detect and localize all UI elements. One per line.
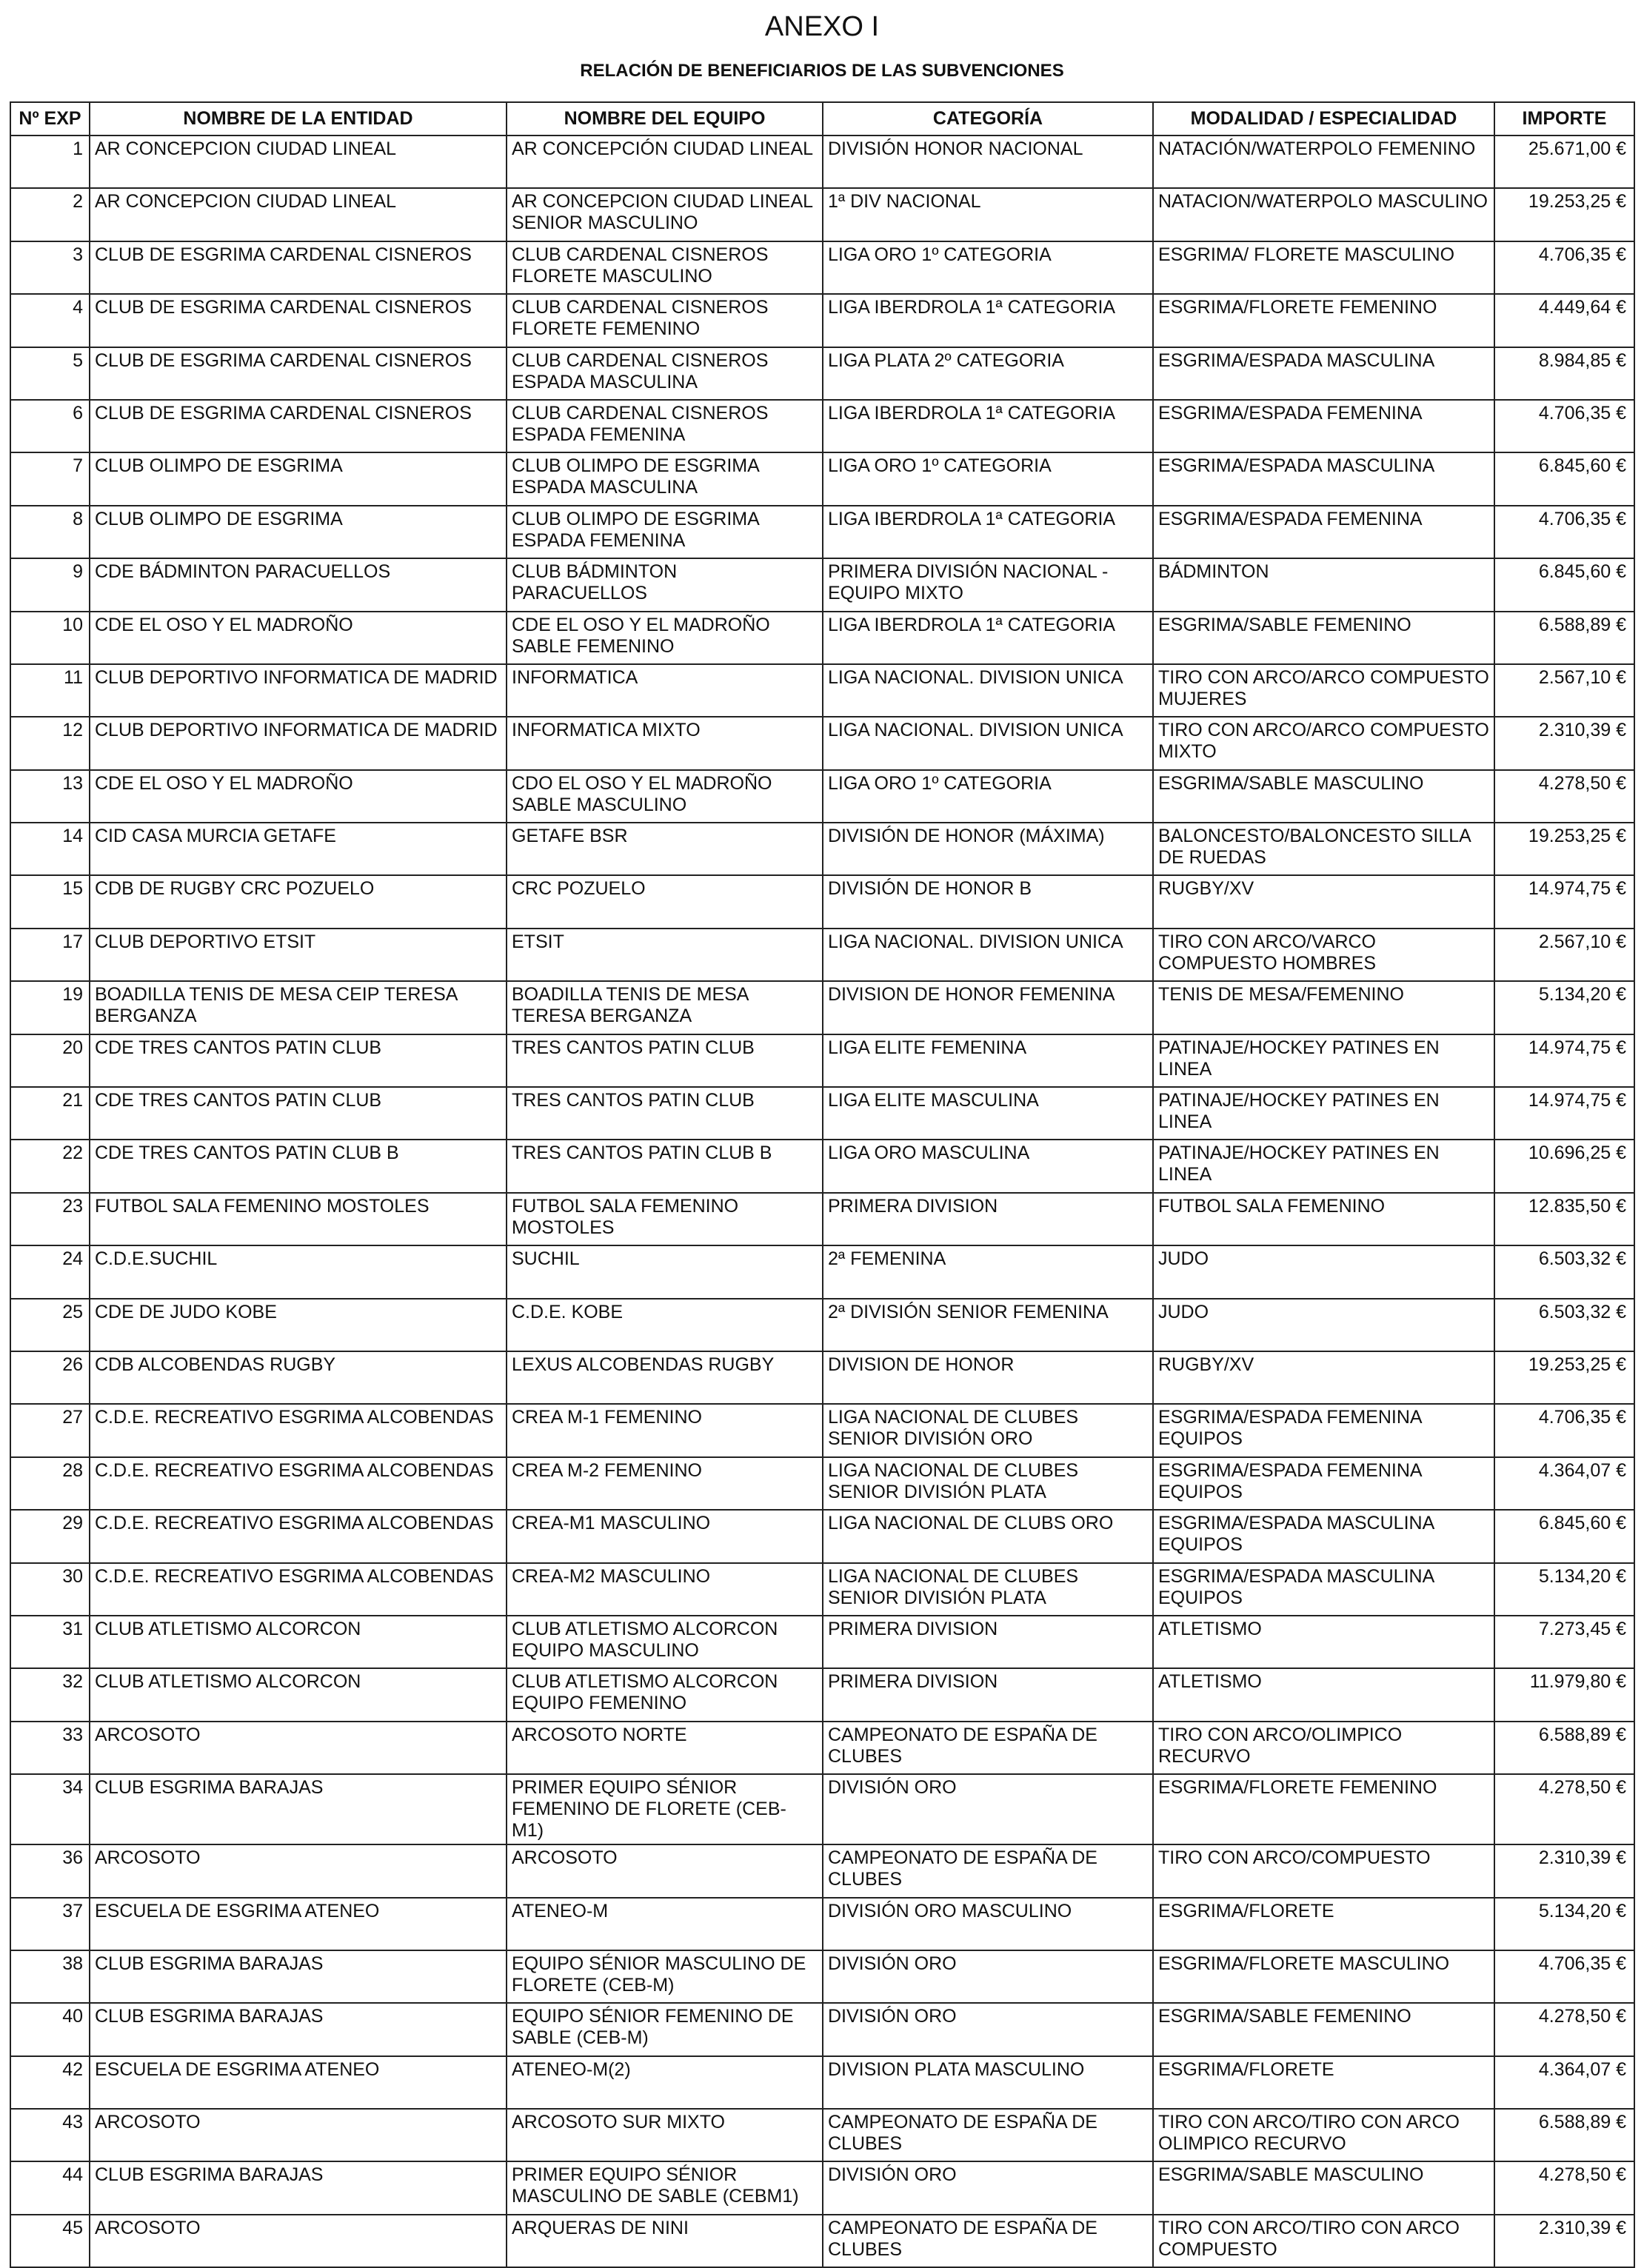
table-row bbox=[10, 1299, 1634, 1351]
entity-name-cell: AR CONCEPCION CIUDAD LINEAL bbox=[90, 136, 507, 188]
modality-cell: ESGRIMA/ESPADA MASCULINA bbox=[1153, 452, 1494, 505]
category-cell: DIVISIÓN ORO bbox=[823, 2161, 1153, 2214]
table-row bbox=[10, 1245, 1634, 1298]
team-name-cell: CREA-M2 MASCULINO bbox=[507, 1563, 823, 1616]
modality-cell: BALONCESTO/BALONCESTO SILLA DE RUEDAS bbox=[1153, 823, 1494, 875]
exp-number-cell: 43 bbox=[10, 2109, 90, 2161]
entity-name-cell: ARCOSOTO bbox=[90, 2215, 507, 2267]
exp-number-cell: 21 bbox=[10, 1087, 90, 1140]
team-name-cell: CLUB BÁDMINTON PARACUELLOS bbox=[507, 558, 823, 611]
exp-number-cell: 9 bbox=[10, 558, 90, 611]
team-name-cell: CLUB ATLETISMO ALCORCON EQUIPO MASCULINO bbox=[507, 1616, 823, 1668]
exp-number-cell: 19 bbox=[10, 981, 90, 1034]
table-row bbox=[10, 136, 1634, 188]
amount-cell: 6.845,60 € bbox=[1494, 558, 1634, 611]
exp-number-cell: 30 bbox=[10, 1563, 90, 1616]
table-row bbox=[10, 1510, 1634, 1562]
team-name-cell: TRES CANTOS PATIN CLUB bbox=[507, 1034, 823, 1087]
category-cell: LIGA NACIONAL. DIVISION UNICA bbox=[823, 929, 1153, 981]
team-name-cell: TRES CANTOS PATIN CLUB B bbox=[507, 1140, 823, 1192]
amount-cell: 6.588,89 € bbox=[1494, 612, 1634, 664]
modality-cell: ESGRIMA/FLORETE FEMENINO bbox=[1153, 1774, 1494, 1844]
amount-cell: 19.253,25 € bbox=[1494, 1351, 1634, 1404]
team-name-cell: ARQUERAS DE NINI bbox=[507, 2215, 823, 2267]
modality-cell: ESGRIMA/ESPADA MASCULINA bbox=[1153, 347, 1494, 400]
entity-name-cell: CLUB OLIMPO DE ESGRIMA bbox=[90, 452, 507, 505]
amount-cell: 2.310,39 € bbox=[1494, 2215, 1634, 2267]
modality-cell: ESGRIMA/SABLE MASCULINO bbox=[1153, 2161, 1494, 2214]
exp-number-cell: 29 bbox=[10, 1510, 90, 1562]
team-name-cell: CLUB CARDENAL CISNEROS ESPADA FEMENINA bbox=[507, 400, 823, 452]
modality-cell: TIRO CON ARCO/COMPUESTO bbox=[1153, 1844, 1494, 1897]
category-cell: LIGA PLATA 2º CATEGORIA bbox=[823, 347, 1153, 400]
exp-number-cell: 3 bbox=[10, 241, 90, 294]
team-name-cell: CLUB ATLETISMO ALCORCON EQUIPO FEMENINO bbox=[507, 1668, 823, 1721]
amount-cell: 19.253,25 € bbox=[1494, 823, 1634, 875]
exp-number-cell: 36 bbox=[10, 1844, 90, 1897]
header-entity-name: NOMBRE DE LA ENTIDAD bbox=[90, 102, 507, 136]
table-row bbox=[10, 188, 1634, 241]
entity-name-cell: ARCOSOTO bbox=[90, 1722, 507, 1774]
amount-cell: 2.310,39 € bbox=[1494, 1844, 1634, 1897]
amount-cell: 4.706,35 € bbox=[1494, 506, 1634, 558]
entity-name-cell: CLUB DE ESGRIMA CARDENAL CISNEROS bbox=[90, 294, 507, 347]
table-row bbox=[10, 1844, 1634, 1897]
exp-number-cell: 40 bbox=[10, 2003, 90, 2055]
team-name-cell: INFORMATICA bbox=[507, 664, 823, 717]
modality-cell: FUTBOL SALA FEMENINO bbox=[1153, 1193, 1494, 1245]
entity-name-cell: C.D.E.SUCHIL bbox=[90, 1245, 507, 1298]
team-name-cell: FUTBOL SALA FEMENINO MOSTOLES bbox=[507, 1193, 823, 1245]
team-name-cell: BOADILLA TENIS DE MESA TERESA BERGANZA bbox=[507, 981, 823, 1034]
team-name-cell: ARCOSOTO bbox=[507, 1844, 823, 1897]
category-cell: CAMPEONATO DE ESPAÑA DE CLUBES bbox=[823, 1722, 1153, 1774]
table-row bbox=[10, 875, 1634, 928]
header-amount: IMPORTE bbox=[1494, 102, 1634, 136]
category-cell: 2ª DIVISIÓN SENIOR FEMENINA bbox=[823, 1299, 1153, 1351]
amount-cell: 4.278,50 € bbox=[1494, 2161, 1634, 2214]
exp-number-cell: 32 bbox=[10, 1668, 90, 1721]
exp-number-cell: 11 bbox=[10, 664, 90, 717]
entity-name-cell: CLUB ESGRIMA BARAJAS bbox=[90, 2003, 507, 2055]
category-cell: DIVISION DE HONOR FEMENINA bbox=[823, 981, 1153, 1034]
entity-name-cell: CLUB DEPORTIVO INFORMATICA DE MADRID bbox=[90, 664, 507, 717]
team-name-cell: CLUB CARDENAL CISNEROS FLORETE MASCULINO bbox=[507, 241, 823, 294]
category-cell: DIVISIÓN ORO bbox=[823, 1950, 1153, 2003]
entity-name-cell: CDE EL OSO Y EL MADROÑO bbox=[90, 770, 507, 823]
amount-cell: 19.253,25 € bbox=[1494, 188, 1634, 241]
amount-cell: 12.835,50 € bbox=[1494, 1193, 1634, 1245]
entity-name-cell: CDE TRES CANTOS PATIN CLUB bbox=[90, 1034, 507, 1087]
table-row bbox=[10, 558, 1634, 611]
category-cell: PRIMERA DIVISIÓN NACIONAL - EQUIPO MIXTO bbox=[823, 558, 1153, 611]
entity-name-cell: ARCOSOTO bbox=[90, 1844, 507, 1897]
table-row bbox=[10, 612, 1634, 664]
category-cell: LIGA ORO 1º CATEGORIA bbox=[823, 241, 1153, 294]
category-cell: LIGA NACIONAL DE CLUBES SENIOR DIVISIÓN PLATA bbox=[823, 1563, 1153, 1616]
entity-name-cell: CLUB ATLETISMO ALCORCON bbox=[90, 1668, 507, 1721]
category-cell: PRIMERA DIVISION bbox=[823, 1616, 1153, 1668]
table-row bbox=[10, 2003, 1634, 2055]
entity-name-cell: FUTBOL SALA FEMENINO MOSTOLES bbox=[90, 1193, 507, 1245]
amount-cell: 10.696,25 € bbox=[1494, 1140, 1634, 1192]
category-cell: 1ª DIV NACIONAL bbox=[823, 188, 1153, 241]
table-row bbox=[10, 452, 1634, 505]
exp-number-cell: 20 bbox=[10, 1034, 90, 1087]
modality-cell: NATACION/WATERPOLO MASCULINO bbox=[1153, 188, 1494, 241]
team-name-cell: SUCHIL bbox=[507, 1245, 823, 1298]
team-name-cell: CREA M-1 FEMENINO bbox=[507, 1404, 823, 1456]
modality-cell: TIRO CON ARCO/TIRO CON ARCO OLIMPICO RECURVO bbox=[1153, 2109, 1494, 2161]
modality-cell: TIRO CON ARCO/OLIMPICO RECURVO bbox=[1153, 1722, 1494, 1774]
category-cell: DIVISIÓN ORO bbox=[823, 1774, 1153, 1844]
table-row bbox=[10, 1457, 1634, 1510]
table-row bbox=[10, 1898, 1634, 1950]
exp-number-cell: 17 bbox=[10, 929, 90, 981]
category-cell: DIVISION DE HONOR bbox=[823, 1351, 1153, 1404]
amount-cell: 4.706,35 € bbox=[1494, 1404, 1634, 1456]
modality-cell: ESGRIMA/ FLORETE MASCULINO bbox=[1153, 241, 1494, 294]
category-cell: DIVISION PLATA MASCULINO bbox=[823, 2056, 1153, 2109]
table-row bbox=[10, 1034, 1634, 1087]
category-cell: PRIMERA DIVISION bbox=[823, 1668, 1153, 1721]
team-name-cell: EQUIPO SÉNIOR FEMENINO DE SABLE (CEB-M) bbox=[507, 2003, 823, 2055]
exp-number-cell: 44 bbox=[10, 2161, 90, 2214]
amount-cell: 4.706,35 € bbox=[1494, 241, 1634, 294]
amount-cell: 5.134,20 € bbox=[1494, 1898, 1634, 1950]
entity-name-cell: CLUB DEPORTIVO ETSIT bbox=[90, 929, 507, 981]
table-row bbox=[10, 1563, 1634, 1616]
table-row bbox=[10, 929, 1634, 981]
header-modality: MODALIDAD / ESPECIALIDAD bbox=[1153, 102, 1494, 136]
modality-cell: ESGRIMA/FLORETE FEMENINO bbox=[1153, 294, 1494, 347]
entity-name-cell: CLUB DE ESGRIMA CARDENAL CISNEROS bbox=[90, 241, 507, 294]
entity-name-cell: CID CASA MURCIA GETAFE bbox=[90, 823, 507, 875]
category-cell: CAMPEONATO DE ESPAÑA DE CLUBES bbox=[823, 2109, 1153, 2161]
category-cell: LIGA ELITE MASCULINA bbox=[823, 1087, 1153, 1140]
exp-number-cell: 8 bbox=[10, 506, 90, 558]
team-name-cell: EQUIPO SÉNIOR MASCULINO DE FLORETE (CEB-M) bbox=[507, 1950, 823, 2003]
amount-cell: 4.278,50 € bbox=[1494, 1774, 1634, 1844]
amount-cell: 2.567,10 € bbox=[1494, 929, 1634, 981]
exp-number-cell: 10 bbox=[10, 612, 90, 664]
beneficiaries-table bbox=[10, 101, 1635, 2268]
amount-cell: 2.567,10 € bbox=[1494, 664, 1634, 717]
entity-name-cell: CLUB DEPORTIVO INFORMATICA DE MADRID bbox=[90, 717, 507, 769]
table-row bbox=[10, 1774, 1634, 1844]
amount-cell: 4.706,35 € bbox=[1494, 400, 1634, 452]
team-name-cell: ATENEO-M bbox=[507, 1898, 823, 1950]
team-name-cell: ETSIT bbox=[507, 929, 823, 981]
category-cell: LIGA NACIONAL DE CLUBES SENIOR DIVISIÓN PLATA bbox=[823, 1457, 1153, 1510]
category-cell: LIGA ORO 1º CATEGORIA bbox=[823, 770, 1153, 823]
table-row bbox=[10, 1087, 1634, 1140]
team-name-cell: CREA M-2 FEMENINO bbox=[507, 1457, 823, 1510]
exp-number-cell: 23 bbox=[10, 1193, 90, 1245]
header-category: CATEGORÍA bbox=[823, 102, 1153, 136]
modality-cell: ESGRIMA/ESPADA FEMENINA EQUIPOS bbox=[1153, 1457, 1494, 1510]
exp-number-cell: 13 bbox=[10, 770, 90, 823]
team-name-cell: INFORMATICA MIXTO bbox=[507, 717, 823, 769]
table-row bbox=[10, 1616, 1634, 1668]
team-name-cell: ATENEO-M(2) bbox=[507, 2056, 823, 2109]
team-name-cell: PRIMER EQUIPO SÉNIOR FEMENINO DE FLORETE (CEB-M1) bbox=[507, 1774, 823, 1844]
entity-name-cell: C.D.E. RECREATIVO ESGRIMA ALCOBENDAS bbox=[90, 1404, 507, 1456]
entity-name-cell: CDE BÁDMINTON PARACUELLOS bbox=[90, 558, 507, 611]
exp-number-cell: 12 bbox=[10, 717, 90, 769]
exp-number-cell: 42 bbox=[10, 2056, 90, 2109]
entity-name-cell: CDE EL OSO Y EL MADROÑO bbox=[90, 612, 507, 664]
category-cell: DIVISIÓN DE HONOR (MÁXIMA) bbox=[823, 823, 1153, 875]
amount-cell: 2.310,39 € bbox=[1494, 717, 1634, 769]
amount-cell: 5.134,20 € bbox=[1494, 981, 1634, 1034]
category-cell: LIGA NACIONAL DE CLUBES SENIOR DIVISIÓN ORO bbox=[823, 1404, 1153, 1456]
entity-name-cell: CLUB ESGRIMA BARAJAS bbox=[90, 1774, 507, 1844]
modality-cell: ESGRIMA/ESPADA FEMENINA bbox=[1153, 506, 1494, 558]
exp-number-cell: 5 bbox=[10, 347, 90, 400]
table-row bbox=[10, 400, 1634, 452]
modality-cell: ESGRIMA/ESPADA FEMENINA EQUIPOS bbox=[1153, 1404, 1494, 1456]
modality-cell: ESGRIMA/ESPADA MASCULINA EQUIPOS bbox=[1153, 1510, 1494, 1562]
exp-number-cell: 22 bbox=[10, 1140, 90, 1192]
exp-number-cell: 28 bbox=[10, 1457, 90, 1510]
amount-cell: 4.278,50 € bbox=[1494, 2003, 1634, 2055]
table-row bbox=[10, 2056, 1634, 2109]
modality-cell: PATINAJE/HOCKEY PATINES EN LINEA bbox=[1153, 1034, 1494, 1087]
table-row bbox=[10, 1404, 1634, 1456]
exp-number-cell: 2 bbox=[10, 188, 90, 241]
modality-cell: ESGRIMA/FLORETE bbox=[1153, 2056, 1494, 2109]
entity-name-cell: C.D.E. RECREATIVO ESGRIMA ALCOBENDAS bbox=[90, 1457, 507, 1510]
entity-name-cell: AR CONCEPCION CIUDAD LINEAL bbox=[90, 188, 507, 241]
entity-name-cell: CLUB ESGRIMA BARAJAS bbox=[90, 2161, 507, 2214]
table-row bbox=[10, 294, 1634, 347]
category-cell: LIGA IBERDROLA 1ª CATEGORIA bbox=[823, 612, 1153, 664]
table-row bbox=[10, 717, 1634, 769]
table-row bbox=[10, 2161, 1634, 2214]
table-body bbox=[10, 136, 1634, 2267]
table-row bbox=[10, 981, 1634, 1034]
table-row bbox=[10, 2109, 1634, 2161]
category-cell: LIGA IBERDROLA 1ª CATEGORIA bbox=[823, 506, 1153, 558]
team-name-cell: ARCOSOTO SUR MIXTO bbox=[507, 2109, 823, 2161]
table-row bbox=[10, 1140, 1634, 1192]
table-row bbox=[10, 347, 1634, 400]
team-name-cell: C.D.E. KOBE bbox=[507, 1299, 823, 1351]
entity-name-cell: C.D.E. RECREATIVO ESGRIMA ALCOBENDAS bbox=[90, 1510, 507, 1562]
amount-cell: 4.278,50 € bbox=[1494, 770, 1634, 823]
modality-cell: JUDO bbox=[1153, 1245, 1494, 1298]
category-cell: PRIMERA DIVISION bbox=[823, 1193, 1153, 1245]
exp-number-cell: 31 bbox=[10, 1616, 90, 1668]
team-name-cell: CREA-M1 MASCULINO bbox=[507, 1510, 823, 1562]
modality-cell: ATLETISMO bbox=[1153, 1616, 1494, 1668]
category-cell: CAMPEONATO DE ESPAÑA DE CLUBES bbox=[823, 2215, 1153, 2267]
table-row bbox=[10, 1668, 1634, 1721]
amount-cell: 7.273,45 € bbox=[1494, 1616, 1634, 1668]
exp-number-cell: 33 bbox=[10, 1722, 90, 1774]
category-cell: LIGA NACIONAL. DIVISION UNICA bbox=[823, 717, 1153, 769]
modality-cell: PATINAJE/HOCKEY PATINES EN LINEA bbox=[1153, 1140, 1494, 1192]
amount-cell: 4.364,07 € bbox=[1494, 1457, 1634, 1510]
exp-number-cell: 15 bbox=[10, 875, 90, 928]
team-name-cell: CDO EL OSO Y EL MADROÑO SABLE MASCULINO bbox=[507, 770, 823, 823]
team-name-cell: CRC POZUELO bbox=[507, 875, 823, 928]
team-name-cell: PRIMER EQUIPO SÉNIOR MASCULINO DE SABLE (CEBM1) bbox=[507, 2161, 823, 2214]
entity-name-cell: CLUB OLIMPO DE ESGRIMA bbox=[90, 506, 507, 558]
exp-number-cell: 1 bbox=[10, 136, 90, 188]
category-cell: LIGA ELITE FEMENINA bbox=[823, 1034, 1153, 1087]
document-subtitle: RELACIÓN DE BENEFICIARIOS DE LAS SUBVENCIONES bbox=[580, 61, 1064, 81]
entity-name-cell: CDE TRES CANTOS PATIN CLUB B bbox=[90, 1140, 507, 1192]
team-name-cell: CLUB OLIMPO DE ESGRIMA ESPADA MASCULINA bbox=[507, 452, 823, 505]
team-name-cell: LEXUS ALCOBENDAS RUGBY bbox=[507, 1351, 823, 1404]
entity-name-cell: ESCUELA DE ESGRIMA ATENEO bbox=[90, 2056, 507, 2109]
table-header-row bbox=[10, 102, 1634, 136]
table-row bbox=[10, 506, 1634, 558]
header-exp-number: Nº EXP bbox=[10, 102, 90, 136]
modality-cell: PATINAJE/HOCKEY PATINES EN LINEA bbox=[1153, 1087, 1494, 1140]
modality-cell: ESGRIMA/SABLE FEMENINO bbox=[1153, 612, 1494, 664]
table-row bbox=[10, 1950, 1634, 2003]
amount-cell: 6.503,32 € bbox=[1494, 1245, 1634, 1298]
modality-cell: TIRO CON ARCO/VARCO COMPUESTO HOMBRES bbox=[1153, 929, 1494, 981]
team-name-cell: CLUB CARDENAL CISNEROS ESPADA MASCULINA bbox=[507, 347, 823, 400]
entity-name-cell: CLUB DE ESGRIMA CARDENAL CISNEROS bbox=[90, 347, 507, 400]
team-name-cell: CLUB CARDENAL CISNEROS FLORETE FEMENINO bbox=[507, 294, 823, 347]
category-cell: LIGA NACIONAL. DIVISION UNICA bbox=[823, 664, 1153, 717]
amount-cell: 25.671,00 € bbox=[1494, 136, 1634, 188]
entity-name-cell: BOADILLA TENIS DE MESA CEIP TERESA BERGANZA bbox=[90, 981, 507, 1034]
exp-number-cell: 7 bbox=[10, 452, 90, 505]
modality-cell: TIRO CON ARCO/TIRO CON ARCO COMPUESTO bbox=[1153, 2215, 1494, 2267]
entity-name-cell: CLUB ATLETISMO ALCORCON bbox=[90, 1616, 507, 1668]
category-cell: LIGA NACIONAL DE CLUBS ORO bbox=[823, 1510, 1153, 1562]
exp-number-cell: 45 bbox=[10, 2215, 90, 2267]
modality-cell: ESGRIMA/FLORETE bbox=[1153, 1898, 1494, 1950]
modality-cell: ATLETISMO bbox=[1153, 1668, 1494, 1721]
team-name-cell: AR CONCEPCIÓN CIUDAD LINEAL bbox=[507, 136, 823, 188]
category-cell: DIVISIÓN DE HONOR B bbox=[823, 875, 1153, 928]
modality-cell: NATACIÓN/WATERPOLO FEMENINO bbox=[1153, 136, 1494, 188]
entity-name-cell: C.D.E. RECREATIVO ESGRIMA ALCOBENDAS bbox=[90, 1563, 507, 1616]
modality-cell: TIRO CON ARCO/ARCO COMPUESTO MIXTO bbox=[1153, 717, 1494, 769]
modality-cell: ESGRIMA/ESPADA MASCULINA EQUIPOS bbox=[1153, 1563, 1494, 1616]
team-name-cell: TRES CANTOS PATIN CLUB bbox=[507, 1087, 823, 1140]
modality-cell: BÁDMINTON bbox=[1153, 558, 1494, 611]
exp-number-cell: 14 bbox=[10, 823, 90, 875]
table-row bbox=[10, 1193, 1634, 1245]
exp-number-cell: 27 bbox=[10, 1404, 90, 1456]
table-row bbox=[10, 1351, 1634, 1404]
table-row bbox=[10, 823, 1634, 875]
modality-cell: TIRO CON ARCO/ARCO COMPUESTO MUJERES bbox=[1153, 664, 1494, 717]
category-cell: DIVISIÓN ORO bbox=[823, 2003, 1153, 2055]
amount-cell: 6.588,89 € bbox=[1494, 1722, 1634, 1774]
modality-cell: ESGRIMA/ESPADA FEMENINA bbox=[1153, 400, 1494, 452]
amount-cell: 6.845,60 € bbox=[1494, 1510, 1634, 1562]
amount-cell: 4.364,07 € bbox=[1494, 2056, 1634, 2109]
exp-number-cell: 34 bbox=[10, 1774, 90, 1844]
category-cell: LIGA IBERDROLA 1ª CATEGORIA bbox=[823, 294, 1153, 347]
exp-number-cell: 38 bbox=[10, 1950, 90, 2003]
entity-name-cell: CDE TRES CANTOS PATIN CLUB bbox=[90, 1087, 507, 1140]
category-cell: 2ª FEMENINA bbox=[823, 1245, 1153, 1298]
modality-cell: RUGBY/XV bbox=[1153, 875, 1494, 928]
amount-cell: 4.449,64 € bbox=[1494, 294, 1634, 347]
exp-number-cell: 25 bbox=[10, 1299, 90, 1351]
entity-name-cell: CLUB ESGRIMA BARAJAS bbox=[90, 1950, 507, 2003]
entity-name-cell: ARCOSOTO bbox=[90, 2109, 507, 2161]
modality-cell: TENIS DE MESA/FEMENINO bbox=[1153, 981, 1494, 1034]
exp-number-cell: 26 bbox=[10, 1351, 90, 1404]
category-cell: DIVISIÓN ORO MASCULINO bbox=[823, 1898, 1153, 1950]
amount-cell: 14.974,75 € bbox=[1494, 1034, 1634, 1087]
category-cell: LIGA IBERDROLA 1ª CATEGORIA bbox=[823, 400, 1153, 452]
category-cell: DIVISIÓN HONOR NACIONAL bbox=[823, 136, 1153, 188]
exp-number-cell: 24 bbox=[10, 1245, 90, 1298]
modality-cell: ESGRIMA/SABLE FEMENINO bbox=[1153, 2003, 1494, 2055]
modality-cell: RUGBY/XV bbox=[1153, 1351, 1494, 1404]
amount-cell: 14.974,75 € bbox=[1494, 1087, 1634, 1140]
amount-cell: 11.979,80 € bbox=[1494, 1668, 1634, 1721]
amount-cell: 4.706,35 € bbox=[1494, 1950, 1634, 2003]
team-name-cell: ARCOSOTO NORTE bbox=[507, 1722, 823, 1774]
amount-cell: 8.984,85 € bbox=[1494, 347, 1634, 400]
table-row bbox=[10, 1722, 1634, 1774]
amount-cell: 6.503,32 € bbox=[1494, 1299, 1634, 1351]
modality-cell: JUDO bbox=[1153, 1299, 1494, 1351]
amount-cell: 6.588,89 € bbox=[1494, 2109, 1634, 2161]
amount-cell: 14.974,75 € bbox=[1494, 875, 1634, 928]
category-cell: LIGA ORO MASCULINA bbox=[823, 1140, 1153, 1192]
amount-cell: 6.845,60 € bbox=[1494, 452, 1634, 505]
exp-number-cell: 6 bbox=[10, 400, 90, 452]
team-name-cell: CLUB OLIMPO DE ESGRIMA ESPADA FEMENINA bbox=[507, 506, 823, 558]
entity-name-cell: CDB ALCOBENDAS RUGBY bbox=[90, 1351, 507, 1404]
entity-name-cell: ESCUELA DE ESGRIMA ATENEO bbox=[90, 1898, 507, 1950]
table-row bbox=[10, 770, 1634, 823]
entity-name-cell: CDE DE JUDO KOBE bbox=[90, 1299, 507, 1351]
team-name-cell: AR CONCEPCION CIUDAD LINEAL SENIOR MASCULINO bbox=[507, 188, 823, 241]
category-cell: LIGA ORO 1º CATEGORIA bbox=[823, 452, 1153, 505]
exp-number-cell: 4 bbox=[10, 294, 90, 347]
team-name-cell: CDE EL OSO Y EL MADROÑO SABLE FEMENINO bbox=[507, 612, 823, 664]
exp-number-cell: 37 bbox=[10, 1898, 90, 1950]
header-team-name: NOMBRE DEL EQUIPO bbox=[507, 102, 823, 136]
modality-cell: ESGRIMA/SABLE MASCULINO bbox=[1153, 770, 1494, 823]
category-cell: CAMPEONATO DE ESPAÑA DE CLUBES bbox=[823, 1844, 1153, 1897]
document-title: ANEXO I bbox=[764, 11, 880, 42]
entity-name-cell: CLUB DE ESGRIMA CARDENAL CISNEROS bbox=[90, 400, 507, 452]
table-row bbox=[10, 2215, 1634, 2267]
table-row bbox=[10, 241, 1634, 294]
table-row bbox=[10, 664, 1634, 717]
modality-cell: ESGRIMA/FLORETE MASCULINO bbox=[1153, 1950, 1494, 2003]
entity-name-cell: CDB DE RUGBY CRC POZUELO bbox=[90, 875, 507, 928]
amount-cell: 5.134,20 € bbox=[1494, 1563, 1634, 1616]
team-name-cell: GETAFE BSR bbox=[507, 823, 823, 875]
